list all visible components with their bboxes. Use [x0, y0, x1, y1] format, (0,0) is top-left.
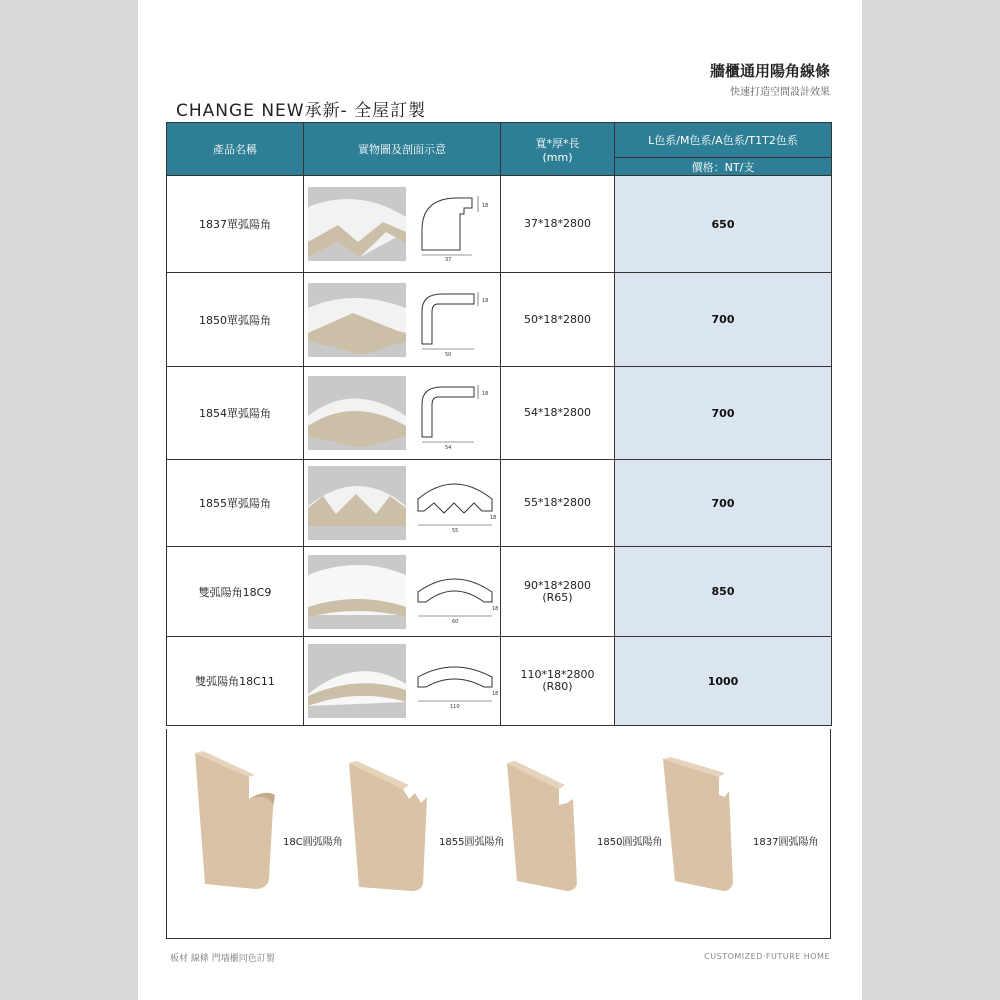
dims-main: 55*18*2800 [524, 496, 591, 509]
dims-main: 110*18*2800 [520, 668, 595, 681]
product-name: 雙弧陽角18C9 [167, 547, 304, 637]
product-name: 1837單弧陽角 [167, 176, 304, 273]
product-dimensions [501, 176, 615, 273]
product-image-cell [304, 547, 501, 637]
width-label: 55 [452, 528, 459, 534]
thickness-label: 18 [482, 297, 489, 304]
product-dimensions [501, 547, 615, 637]
page-subtitle: 快速打造空間設計效果 [730, 87, 830, 98]
product-illustration [505, 759, 585, 898]
product-illustration [661, 755, 741, 899]
corner-trim-3d-icon [505, 759, 585, 894]
catalog-page [138, 0, 862, 1000]
table-row [167, 460, 832, 547]
brand-title: CHANGE NEW承新- 全屋訂製 [176, 101, 427, 121]
product-image-cell [304, 273, 501, 367]
product-photo [308, 376, 406, 450]
profile-diagram [412, 469, 497, 539]
table-row [167, 176, 832, 273]
dims-radius: (R80) [542, 680, 573, 693]
product-image-cell [304, 637, 501, 726]
product-photo [308, 644, 406, 718]
product-label: 1837圓弧陽角 [753, 837, 819, 848]
profile-diagram [412, 558, 497, 628]
header-price: L色系/M色系/A色系/T1T2色系 [615, 123, 832, 158]
dims-radius: (R65) [542, 590, 573, 604]
product-image-cell [304, 176, 501, 273]
product-photo [308, 283, 406, 357]
table-row [167, 637, 832, 726]
price-table [166, 122, 832, 726]
width-label: 37 [445, 257, 452, 263]
product-price: 850 [615, 547, 832, 637]
product-price: 700 [615, 273, 832, 367]
product-price: 700 [615, 367, 832, 460]
corner-trim-3d-icon [661, 755, 741, 895]
dims-main: 50*18*2800 [524, 312, 591, 326]
product-image-cell [304, 460, 501, 547]
width-label: 110 [450, 704, 460, 710]
thickness-label: 18 [482, 203, 489, 209]
product-dimensions [501, 460, 615, 547]
corner-trim-3d-icon [189, 749, 279, 894]
dims-main: 90*18*2800 [524, 578, 591, 592]
footer-left: 板材 線條 門墻櫃同色訂製 [170, 954, 275, 964]
product-photo [308, 555, 406, 629]
dims-main: 37*18*2800 [524, 217, 591, 230]
width-label: 54 [445, 445, 452, 451]
table-row [167, 547, 832, 637]
thickness-label: 18 [492, 605, 499, 612]
thickness-label: 18 [490, 515, 497, 521]
corner-trim-3d-icon [347, 759, 437, 894]
profile-diagram [412, 647, 497, 717]
product-name: 雙弧陽角18C11 [167, 637, 304, 726]
header-dimensions-unit: (mm) [542, 150, 573, 164]
product-label: 1850圓弧陽角 [597, 837, 663, 848]
product-photo [308, 466, 406, 540]
product-illustration [347, 759, 437, 898]
header-dimensions [501, 123, 615, 176]
product-label: 1855圓弧陽角 [439, 837, 505, 848]
width-label: 50 [445, 351, 452, 358]
product-image-cell [304, 367, 501, 460]
width-label: 60 [452, 618, 459, 625]
product-price: 700 [615, 460, 832, 547]
footer-right: CUSTOMIZED·FUTURE HOME [704, 952, 830, 961]
product-dimensions [501, 637, 615, 726]
product-illustration [189, 749, 279, 898]
product-name: 1854單弧陽角 [167, 367, 304, 460]
thickness-label: 18 [492, 691, 499, 697]
header-product-name: 產品名稱 [167, 123, 304, 176]
header-dimensions-label: 寬*厚*長 [535, 136, 580, 150]
table-row [167, 367, 832, 460]
product-illustrations [166, 729, 831, 939]
profile-diagram [412, 286, 497, 356]
product-dimensions [501, 273, 615, 367]
page-title: 牆櫃通用陽角線條 [709, 62, 830, 80]
thickness-label: 18 [482, 391, 489, 397]
product-name: 1850單弧陽角 [167, 273, 304, 367]
product-name: 1855單弧陽角 [167, 460, 304, 547]
profile-diagram [412, 190, 497, 263]
profile-diagram [412, 379, 497, 449]
header-price-unit: 價格：NT/支 [615, 158, 832, 176]
product-price: 1000 [615, 637, 832, 726]
dims-main: 54*18*2800 [524, 406, 591, 419]
product-photo [308, 187, 406, 261]
table-row [167, 273, 832, 367]
product-label: 18C圓弧陽角 [283, 837, 343, 848]
product-price: 650 [615, 176, 832, 273]
product-dimensions [501, 367, 615, 460]
header-image: 實物圖及剖面示意 [304, 123, 501, 176]
